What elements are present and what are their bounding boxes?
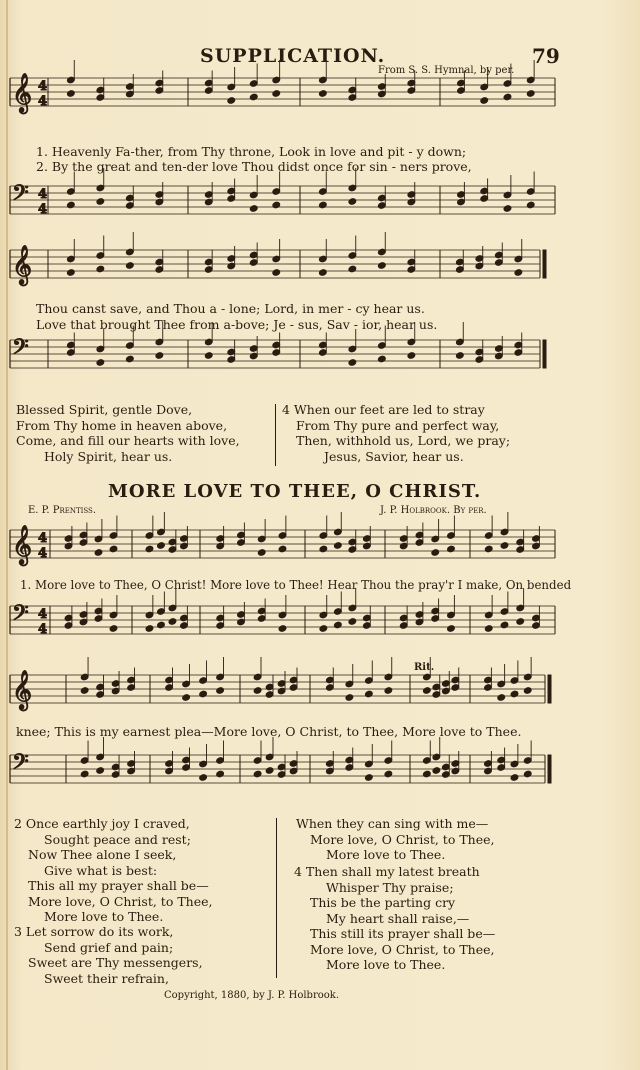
note-head: [447, 625, 456, 633]
note-head: [96, 198, 105, 206]
ritardando-mark: Rit.: [414, 662, 435, 673]
note-head: [500, 542, 509, 550]
note-head: [157, 621, 166, 629]
note-head: [503, 205, 512, 213]
time-signature-bottom: 4: [38, 94, 48, 109]
note-head: [257, 549, 266, 557]
note-head: [319, 90, 328, 98]
note-head: [182, 694, 191, 702]
note-head: [96, 265, 105, 273]
note-head: [523, 770, 532, 778]
note-head: [510, 774, 519, 782]
note-head: [204, 352, 213, 360]
treble-clef: 𝄞: [12, 73, 33, 113]
bass-clef: 𝄢: [12, 335, 29, 365]
note-head: [94, 549, 103, 557]
time-signature-bottom: 4: [38, 202, 48, 217]
verse-line: When they can sing with me—: [296, 816, 489, 831]
note-head: [145, 545, 154, 553]
note-head: [67, 269, 76, 277]
verse-line: Send grief and pain;: [44, 939, 174, 955]
note-head: [432, 767, 441, 775]
hymn-title-more-love: MORE LOVE TO THEE, O CHRIST.: [108, 481, 482, 502]
verse-line: Sweet are Thy messengers,: [28, 955, 203, 970]
verse-divider: [275, 404, 276, 466]
hymn2-verse3: [14, 924, 203, 986]
verse-line: Sweet their refrain,: [44, 970, 169, 986]
note-head: [278, 545, 287, 553]
note-head: [319, 269, 328, 277]
time-signature-top: 4: [38, 607, 48, 622]
note-head: [67, 201, 76, 209]
bass-clef: 𝄢: [12, 750, 29, 780]
note-head: [319, 625, 328, 633]
note-head: [348, 265, 357, 273]
note-head: [67, 90, 76, 98]
time-signature-top: 4: [38, 79, 48, 94]
hymn1-lyric-line3: Thou canst save, and Thou a - lone; Lord, in mer - cy hear us.: [36, 301, 425, 316]
note-head: [265, 767, 274, 775]
note-head: [334, 621, 343, 629]
verse-line: From Thy pure and perfect way,: [296, 417, 500, 433]
hymn1-source: From S. S. Hymnal, by per.: [378, 65, 515, 76]
final-bar: [543, 340, 546, 368]
note-head: [168, 618, 177, 626]
verse-line: More love to Thee.: [44, 909, 164, 924]
time-signature-bottom: 4: [38, 622, 48, 637]
treble-clef: 𝄞: [12, 525, 33, 565]
note-head: [348, 618, 357, 626]
note-head: [514, 269, 523, 277]
note-head: [484, 625, 493, 633]
time-signature-bottom: 4: [38, 546, 48, 561]
note-head: [109, 625, 118, 633]
verse-line: Give what is best:: [44, 862, 158, 878]
verse-line: My heart shall raise,—: [326, 910, 470, 926]
note-head: [253, 687, 262, 695]
verse-line: Whisper Thy praise;: [326, 879, 454, 895]
note-head: [384, 687, 393, 695]
note-head: [319, 201, 328, 209]
note-head: [272, 269, 281, 277]
note-head: [500, 621, 509, 629]
final-bar: [548, 675, 551, 703]
note-head: [126, 355, 135, 363]
note-head: [423, 687, 432, 695]
note-head: [423, 770, 432, 778]
final-bar: [543, 250, 546, 278]
hymn2-lyric-line1: 1. More love to Thee, O Christ! More love to Thee! Hear Thou the pray'r I make, On bended: [20, 578, 572, 592]
hymn1-lyric-line2: 2. By the great and ten-der love Thou didst once for sin - ners prove,: [36, 159, 472, 174]
note-head: [407, 352, 416, 360]
note-head: [216, 770, 225, 778]
note-head: [272, 90, 281, 98]
verse-line: Sought peace and rest;: [44, 831, 191, 847]
verse-line: Holy Spirit, hear us.: [44, 448, 173, 464]
verse-line: From Thy home in heaven above,: [16, 417, 228, 433]
note-head: [365, 690, 374, 698]
note-head: [155, 352, 164, 360]
note-head: [334, 542, 343, 550]
hymn1-verse4: [282, 402, 510, 464]
time-signature-top: 4: [38, 531, 48, 546]
note-head: [526, 90, 535, 98]
note-head: [484, 545, 493, 553]
note-head: [365, 774, 374, 782]
verse-line: Come, and fill our hearts with love,: [16, 433, 240, 448]
note-head: [345, 694, 354, 702]
verse-line: 2 Once earthly joy I craved,: [14, 816, 190, 831]
note-head: [145, 625, 154, 633]
hymn1-lyric-line1: 1. Heavenly Fa-ther, from Thy throne, Look in love and pit - y down;: [36, 144, 467, 159]
verse-line: This be the parting cry: [310, 895, 456, 910]
note-head: [278, 625, 287, 633]
final-bar: [548, 755, 551, 783]
verse-line: More love to Thee.: [326, 847, 446, 862]
verse-line: This all my prayer shall be—: [28, 878, 209, 893]
note-head: [80, 770, 89, 778]
note-head: [523, 687, 532, 695]
note-head: [253, 770, 262, 778]
hymn1-lyric-line4: Love that brought Thee from a-bove; Je - sus, Sav - ior, hear us.: [36, 317, 438, 332]
verse-line: Then, withhold us, Lord, we pray;: [296, 433, 511, 448]
bass-clef: 𝄢: [12, 181, 29, 211]
note-head: [384, 770, 393, 778]
hymn2-verse-continued: [296, 816, 494, 863]
note-head: [96, 767, 105, 775]
note-head: [272, 201, 281, 209]
copyright-text: Copyright, 1880, by J. P. Holbrook.: [164, 990, 340, 1001]
note-head: [319, 545, 328, 553]
verse-line: More love to Thee.: [326, 957, 446, 972]
note-head: [526, 201, 535, 209]
hymn2-verse4: [294, 864, 495, 973]
verse-line: Blessed Spirit, gentle Dove,: [16, 402, 193, 417]
note-head: [378, 262, 387, 270]
hymn1-verse3: [16, 402, 240, 464]
note-head: [510, 690, 519, 698]
note-head: [249, 93, 258, 101]
treble-clef: 𝄞: [12, 670, 33, 710]
verse-line: This still its prayer shall be—: [310, 926, 496, 941]
verse-line: More love, O Christ, to Thee,: [310, 941, 495, 957]
verse-line: More love, O Christ, to Thee,: [28, 893, 213, 909]
note-head: [503, 93, 512, 101]
note-head: [216, 687, 225, 695]
note-head: [497, 694, 506, 702]
note-head: [199, 774, 208, 782]
hymn2-lyric-line2: knee; This is my earnest plea—More love, O Christ, to Thee, More love to Thee.: [16, 724, 522, 739]
copyright-notice: [164, 990, 339, 1001]
note-head: [378, 355, 387, 363]
hymn2-composer: J. P. Holbrook. By per.: [380, 505, 487, 516]
verse-divider: [276, 818, 277, 978]
note-head: [249, 205, 258, 213]
note-head: [431, 549, 440, 557]
page-number: 79: [532, 44, 560, 68]
note-head: [480, 97, 489, 105]
note-head: [447, 545, 456, 553]
note-head: [109, 545, 118, 553]
hymn2-author: E. P. Prentiss.: [28, 505, 97, 516]
note-head: [348, 198, 357, 206]
time-signature-top: 4: [38, 187, 48, 202]
hymn2-verse2: [14, 816, 212, 925]
verse-line: 4 Then shall my latest breath: [294, 864, 480, 879]
note-head: [227, 97, 236, 105]
verse-line: 4 When our feet are led to stray: [282, 402, 485, 417]
verse-line: Jesus, Savior, hear us.: [324, 448, 464, 464]
verse-line: 3 Let sorrow do its work,: [14, 924, 174, 939]
note-head: [516, 618, 525, 626]
note-head: [96, 359, 105, 367]
note-head: [456, 352, 465, 360]
hymn-title-supplication: SUPPLICATION.: [200, 45, 386, 67]
note-head: [126, 262, 135, 270]
note-head: [157, 542, 166, 550]
treble-clef: 𝄞: [12, 245, 33, 285]
note-head: [80, 687, 89, 695]
note-head: [199, 690, 208, 698]
verse-line: More love, O Christ, to Thee,: [310, 831, 495, 847]
bass-clef: 𝄢: [12, 601, 29, 631]
verse-line: Now Thee alone I seek,: [28, 847, 177, 862]
note-head: [348, 359, 357, 367]
